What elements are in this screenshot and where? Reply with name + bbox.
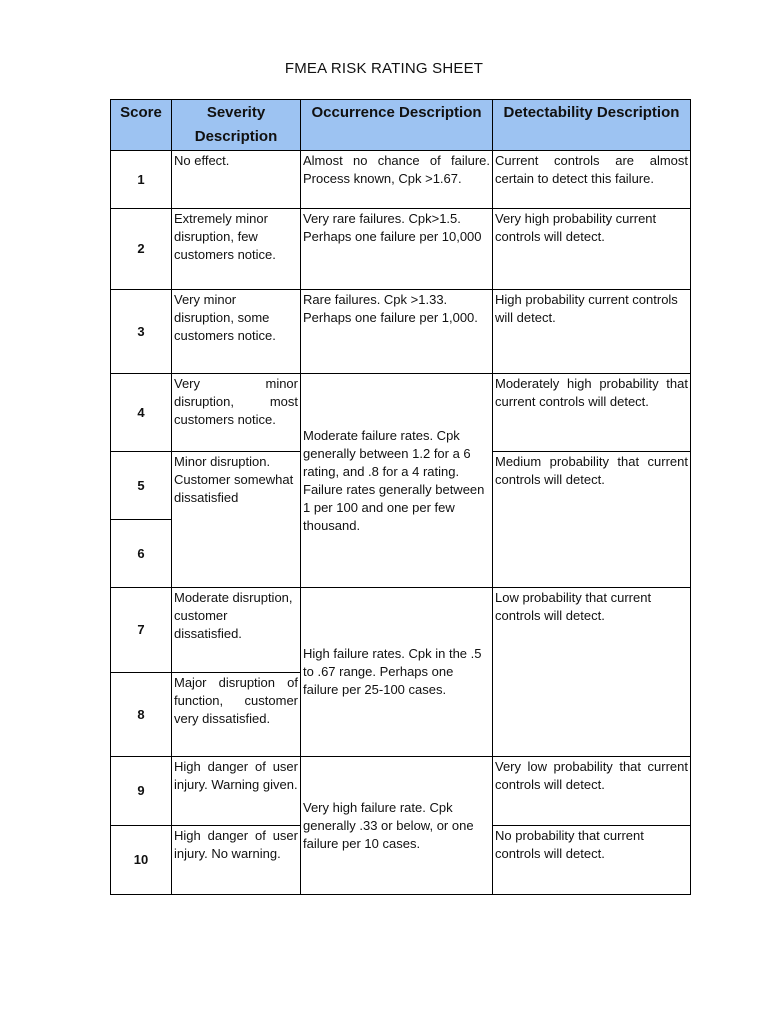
header-detectability: Detectability Description	[493, 100, 691, 151]
table-row	[111, 757, 691, 826]
header-score: Score	[111, 100, 172, 151]
score-cell: 5	[111, 452, 172, 520]
score-cell: 6	[111, 520, 172, 588]
document-title: FMEA RISK RATING SHEET	[284, 60, 484, 77]
score-cell: 9	[111, 757, 172, 826]
severity-cell: Major disruption of function, customer very dissatisfied.	[172, 673, 301, 757]
detectability-cell: Low probability that current controls will detect.	[493, 588, 691, 757]
detectability-cell: Very high probability current controls will detect.	[493, 209, 691, 290]
severity-cell: Moderate disruption, customer dissatisfied.	[172, 588, 301, 673]
risk-rating-table	[110, 99, 691, 895]
severity-cell: Extremely minor disruption, few customers notice.	[172, 209, 301, 290]
header-occurrence: Occurrence Description	[301, 100, 493, 151]
score-cell: 8	[111, 673, 172, 757]
score-cell: 4	[111, 374, 172, 452]
score-cell: 1	[111, 151, 172, 209]
occurrence-cell: Moderate failure rates. Cpk generally between 1.2 for a 6 rating, and .8 for a 4 rating. Failure rates generally between 1 per 100 and one per few thousand.	[301, 374, 493, 588]
detectability-cell: No probability that current controls will detect.	[493, 826, 691, 895]
score-cell: 3	[111, 290, 172, 374]
detectability-cell: Very low probability that current controls will detect.	[493, 757, 691, 826]
score-cell: 7	[111, 588, 172, 673]
severity-cell: High danger of user injury. No warning.	[172, 826, 301, 895]
score-cell: 2	[111, 209, 172, 290]
occurrence-cell: Very high failure rate. Cpk generally .33 or below, or one failure per 10 cases.	[301, 757, 493, 895]
occurrence-cell: Almost no chance of failure. Process known, Cpk >1.67.	[301, 151, 493, 209]
table-row	[111, 209, 691, 290]
severity-cell: No effect.	[172, 151, 301, 209]
severity-cell: Minor disruption. Customer somewhat dissatisfied	[172, 452, 301, 588]
occurrence-cell: High failure rates. Cpk in the .5 to .67 range. Perhaps one failure per 25-100 cases.	[301, 588, 493, 757]
detectability-cell: Moderately high probability that current controls will detect.	[493, 374, 691, 452]
score-cell: 10	[111, 826, 172, 895]
occurrence-cell: Rare failures. Cpk >1.33. Perhaps one failure per 1,000.	[301, 290, 493, 374]
severity-cell: Very minor disruption, some customers notice.	[172, 290, 301, 374]
detectability-cell: High probability current controls will detect.	[493, 290, 691, 374]
detectability-cell: Medium probability that current controls will detect.	[493, 452, 691, 588]
severity-cell: Very minor disruption, most customers notice.	[172, 374, 301, 452]
table-row	[111, 290, 691, 374]
severity-cell: High danger of user injury. Warning given.	[172, 757, 301, 826]
occurrence-cell: Very rare failures. Cpk>1.5. Perhaps one failure per 10,000	[301, 209, 493, 290]
table-row	[111, 151, 691, 209]
table-row	[111, 588, 691, 673]
detectability-cell: Current controls are almost certain to detect this failure.	[493, 151, 691, 209]
header-severity: Severity Description	[172, 100, 301, 151]
table-row	[111, 374, 691, 452]
